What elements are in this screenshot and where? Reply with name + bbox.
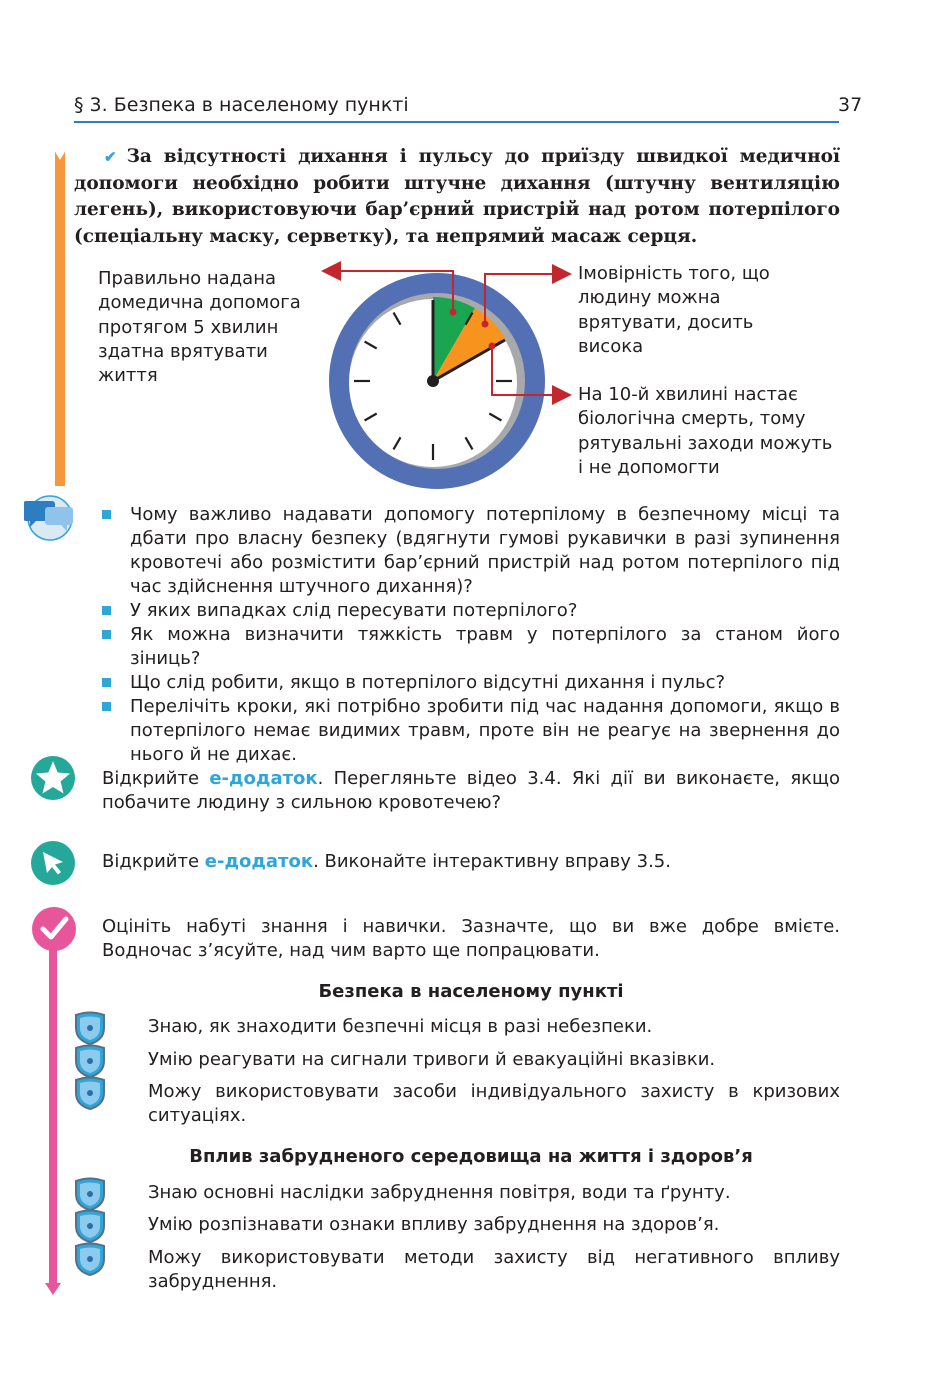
- list-item: У яких випадках слід пересувати потерпілого?: [100, 599, 840, 623]
- eapp-text: . Виконайте інтерактивну вправу 3.5.: [313, 851, 671, 872]
- section-title: Вплив забрудненого середовища на життя і здоров’я: [189, 1146, 753, 1167]
- header-rule: [74, 121, 839, 123]
- eapp-link[interactable]: е-додаток: [204, 851, 314, 872]
- list-item: Чому важливо надавати допомогу потерпілому в безпечному місці та дбати про власну безпеку (вдягнути гумові рукавички в разі зупинення кровотечі або розмістити бар’єрний пристрій над ротом потерпілого під час здійснення штучного дихання)?: [100, 503, 840, 599]
- intro-text: За відсутності дихання і пульсу до приїзду швидкої медичної допомоги необхідно робити штучне дихання (штучну вентиляцію легень), використовуючи бар’єрний пристрій над ротом потерпілого (спеціальну маску, серветку), та непрямий масаж серця.: [74, 146, 840, 247]
- eapp-text: . Перегляньте відео 3.4. Які дії ви виконаєте, якщо побачите людину з сильною кровотечею?: [102, 768, 840, 813]
- orange-bar-notch: [54, 150, 66, 160]
- pink-bar-arrow: [45, 1283, 61, 1295]
- section-title: Безпека в населеному пункті: [318, 981, 624, 1002]
- clock-caption-right-top: Імовірність того, що людину можна врятувати, досить висока: [578, 263, 770, 357]
- eapp-text: Відкрийте: [102, 768, 210, 789]
- page-number: 37: [838, 94, 863, 116]
- clock-caption-right-bottom: На 10-й хвилині настає біологічна смерть, тому рятувальні заходи можуть і не допомогти: [578, 384, 833, 478]
- clock-center: [427, 375, 439, 387]
- skill-item: Знаю, як знаходити безпечні місця в разі небезпеки.: [148, 1016, 653, 1037]
- eapp-interactive-text: [102, 850, 840, 874]
- intro-paragraph: [74, 144, 840, 250]
- cursor-icon: [30, 840, 76, 886]
- skill-item: Умію розпізнавати ознаки впливу забруднення на здоров’я.: [148, 1214, 720, 1235]
- skill-item: Можу використовувати методи захисту від негативного впливу забруднення.: [148, 1247, 840, 1292]
- section-header: § 3. Безпека в населеному пункті: [74, 94, 409, 116]
- tick-icon: ✔: [104, 148, 117, 166]
- skill-item: Можу використовувати засоби індивідуального захисту в кризових ситуаціях.: [148, 1081, 840, 1126]
- eapp-link[interactable]: е-додаток: [209, 768, 318, 789]
- skill-item: Умію реагувати на сигнали тривоги й евакуаційні вказівки.: [148, 1049, 716, 1070]
- clock-caption-left: Правильно надана домедична допомога протягом 5 хвилин здатна врятувати життя: [98, 268, 301, 387]
- shield-badge-icon[interactable]: [72, 1176, 108, 1212]
- eapp-text: Відкрийте: [102, 851, 205, 872]
- pink-side-bar: [49, 950, 57, 1286]
- speech-bubbles-icon: [24, 495, 76, 541]
- checkmark-icon: [31, 906, 77, 952]
- star-icon: [30, 755, 76, 801]
- questions-list: [100, 503, 840, 767]
- arrow-dot-orange: [482, 321, 489, 328]
- orange-side-bar: [55, 152, 65, 486]
- arrow-dot-end: [489, 343, 496, 350]
- shield-badge-icon[interactable]: [72, 1010, 108, 1046]
- shield-badge-icon[interactable]: [72, 1043, 108, 1079]
- list-item: Перелічіть кроки, які потрібно зробити під час надання допомоги, якщо в потерпілого немає видимих травм, проте він не реагує на звернення до нього й не дихає.: [100, 695, 840, 767]
- eapp-video-text: [102, 767, 840, 815]
- shield-badge-icon[interactable]: [72, 1208, 108, 1244]
- list-item: Як можна визначити тяжкість травм у потерпілого за станом його зіниць?: [100, 623, 840, 671]
- assessment-text: Оцініть набуті знання і навички. Зазначте, що ви вже добре вмієте. Водночас з’ясуйте, над чим варто ще попрацювати.: [102, 916, 840, 961]
- clock-illustration: [315, 260, 585, 495]
- list-item: Що слід робити, якщо в потерпілого відсутні дихання і пульс?: [100, 671, 840, 695]
- shield-badge-icon[interactable]: [72, 1075, 108, 1111]
- skill-item: Знаю основні наслідки забруднення повітря, води та ґрунту.: [148, 1182, 731, 1203]
- shield-badge-icon[interactable]: [72, 1241, 108, 1277]
- arrow-dot-green: [450, 309, 457, 316]
